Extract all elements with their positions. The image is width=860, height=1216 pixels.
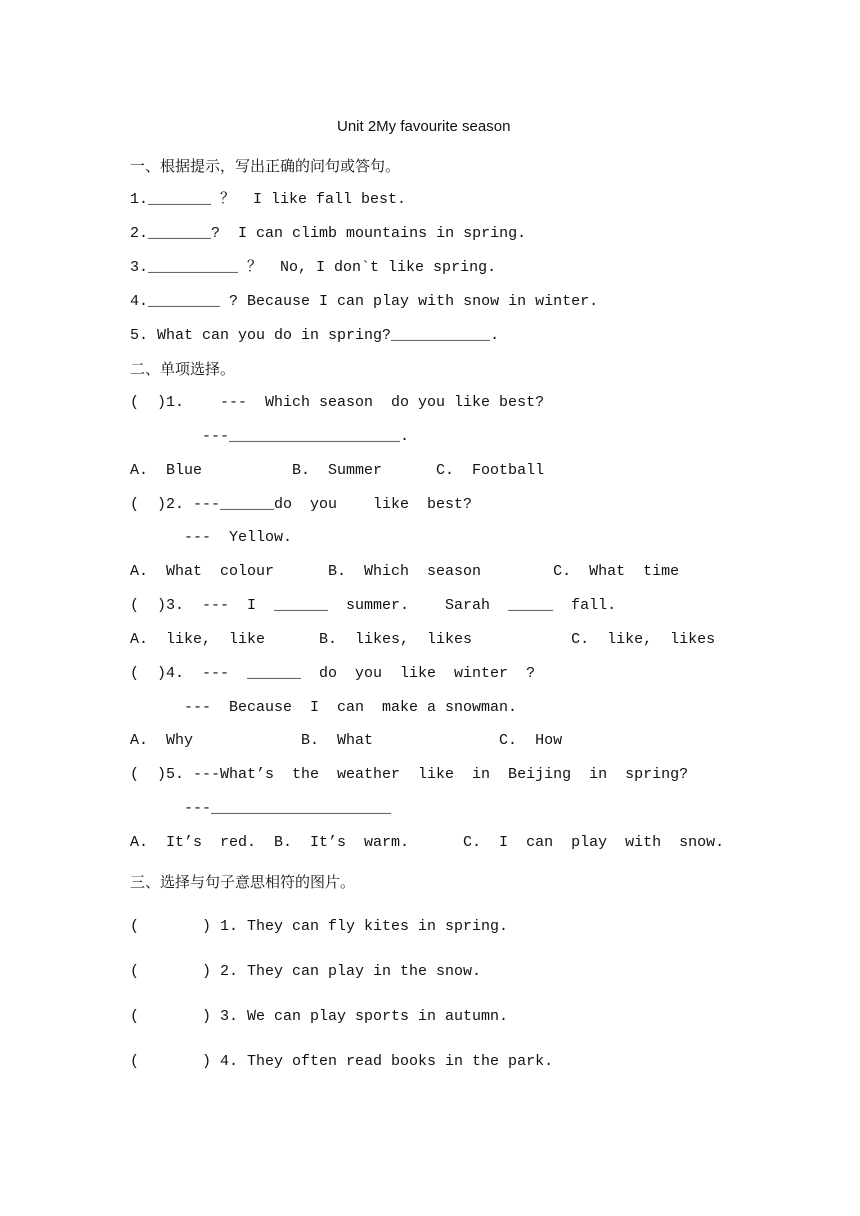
question-number: 3.: [130, 259, 149, 276]
mc-options: A. like, like B. likes, likes C. like, likes: [130, 631, 716, 648]
question-text: ？ No, I don`t like spring.: [238, 259, 497, 276]
question-number: 1.: [130, 191, 149, 208]
answer-blank: ________: [148, 293, 221, 310]
mc-line: ---___________________.: [130, 428, 410, 445]
mc-options: A. Blue B. Summer C. Football: [130, 462, 545, 479]
question-1-2: [130, 225, 526, 243]
question-number: 4.: [130, 293, 149, 310]
mc-line: ( )2. ---______do you like best?: [130, 496, 473, 513]
mc-line: --- Because I can make a snowman.: [130, 699, 518, 716]
answer-blank: ___________.: [391, 327, 500, 344]
question-1-3: [130, 259, 496, 277]
picture-match-item: ( ) 2. They can play in the snow.: [130, 963, 482, 980]
answer-blank: _______: [148, 191, 212, 208]
mc-options: A. What colour B. Which season C. What time: [130, 563, 680, 580]
question-1-5: [130, 327, 499, 345]
question-number: 2.: [130, 225, 149, 242]
section1-heading: 一、根据提示，写出正确的问句或答句。: [130, 157, 401, 175]
answer-blank: _______: [148, 225, 212, 242]
mc-line: ( )3. --- I ______ summer. Sarah _____ fall.: [130, 597, 617, 614]
mc-options: A. It’s red. B. It’s warm. C. I can play with snow.: [130, 834, 725, 851]
answer-blank: __________: [148, 259, 239, 276]
question-1-1: [130, 191, 406, 209]
mc-line: ---____________________: [130, 800, 392, 817]
question-text: ? I can climb mountains in spring.: [211, 225, 527, 242]
question-1-4: [130, 293, 598, 311]
section3-heading: 三、选择与句子意思相符的图片。: [130, 873, 356, 891]
mc-line: ( )4. --- ______ do you like winter ?: [130, 665, 536, 682]
picture-match-item: ( ) 3. We can play sports in autumn.: [130, 1008, 509, 1025]
mc-line: --- Yellow.: [130, 529, 293, 546]
mc-line: ( )1. --- Which season do you like best?: [130, 394, 545, 411]
question-text: ？ I like fall best.: [211, 191, 407, 208]
picture-match-item: ( ) 4. They often read books in the park.: [130, 1053, 554, 1070]
question-text: 5. What can you do in spring?: [130, 327, 392, 344]
question-text: ? Because I can play with snow in winter.: [220, 293, 599, 310]
picture-match-item: ( ) 1. They can fly kites in spring.: [130, 918, 509, 935]
mc-line: ( )5. ---What’s the weather like in Beijing in spring?: [130, 766, 689, 783]
worksheet-title: Unit 2My favourite season: [337, 118, 511, 135]
section2-heading: 二、单项选择。: [130, 360, 236, 378]
mc-options: A. Why B. What C. How: [130, 732, 563, 749]
